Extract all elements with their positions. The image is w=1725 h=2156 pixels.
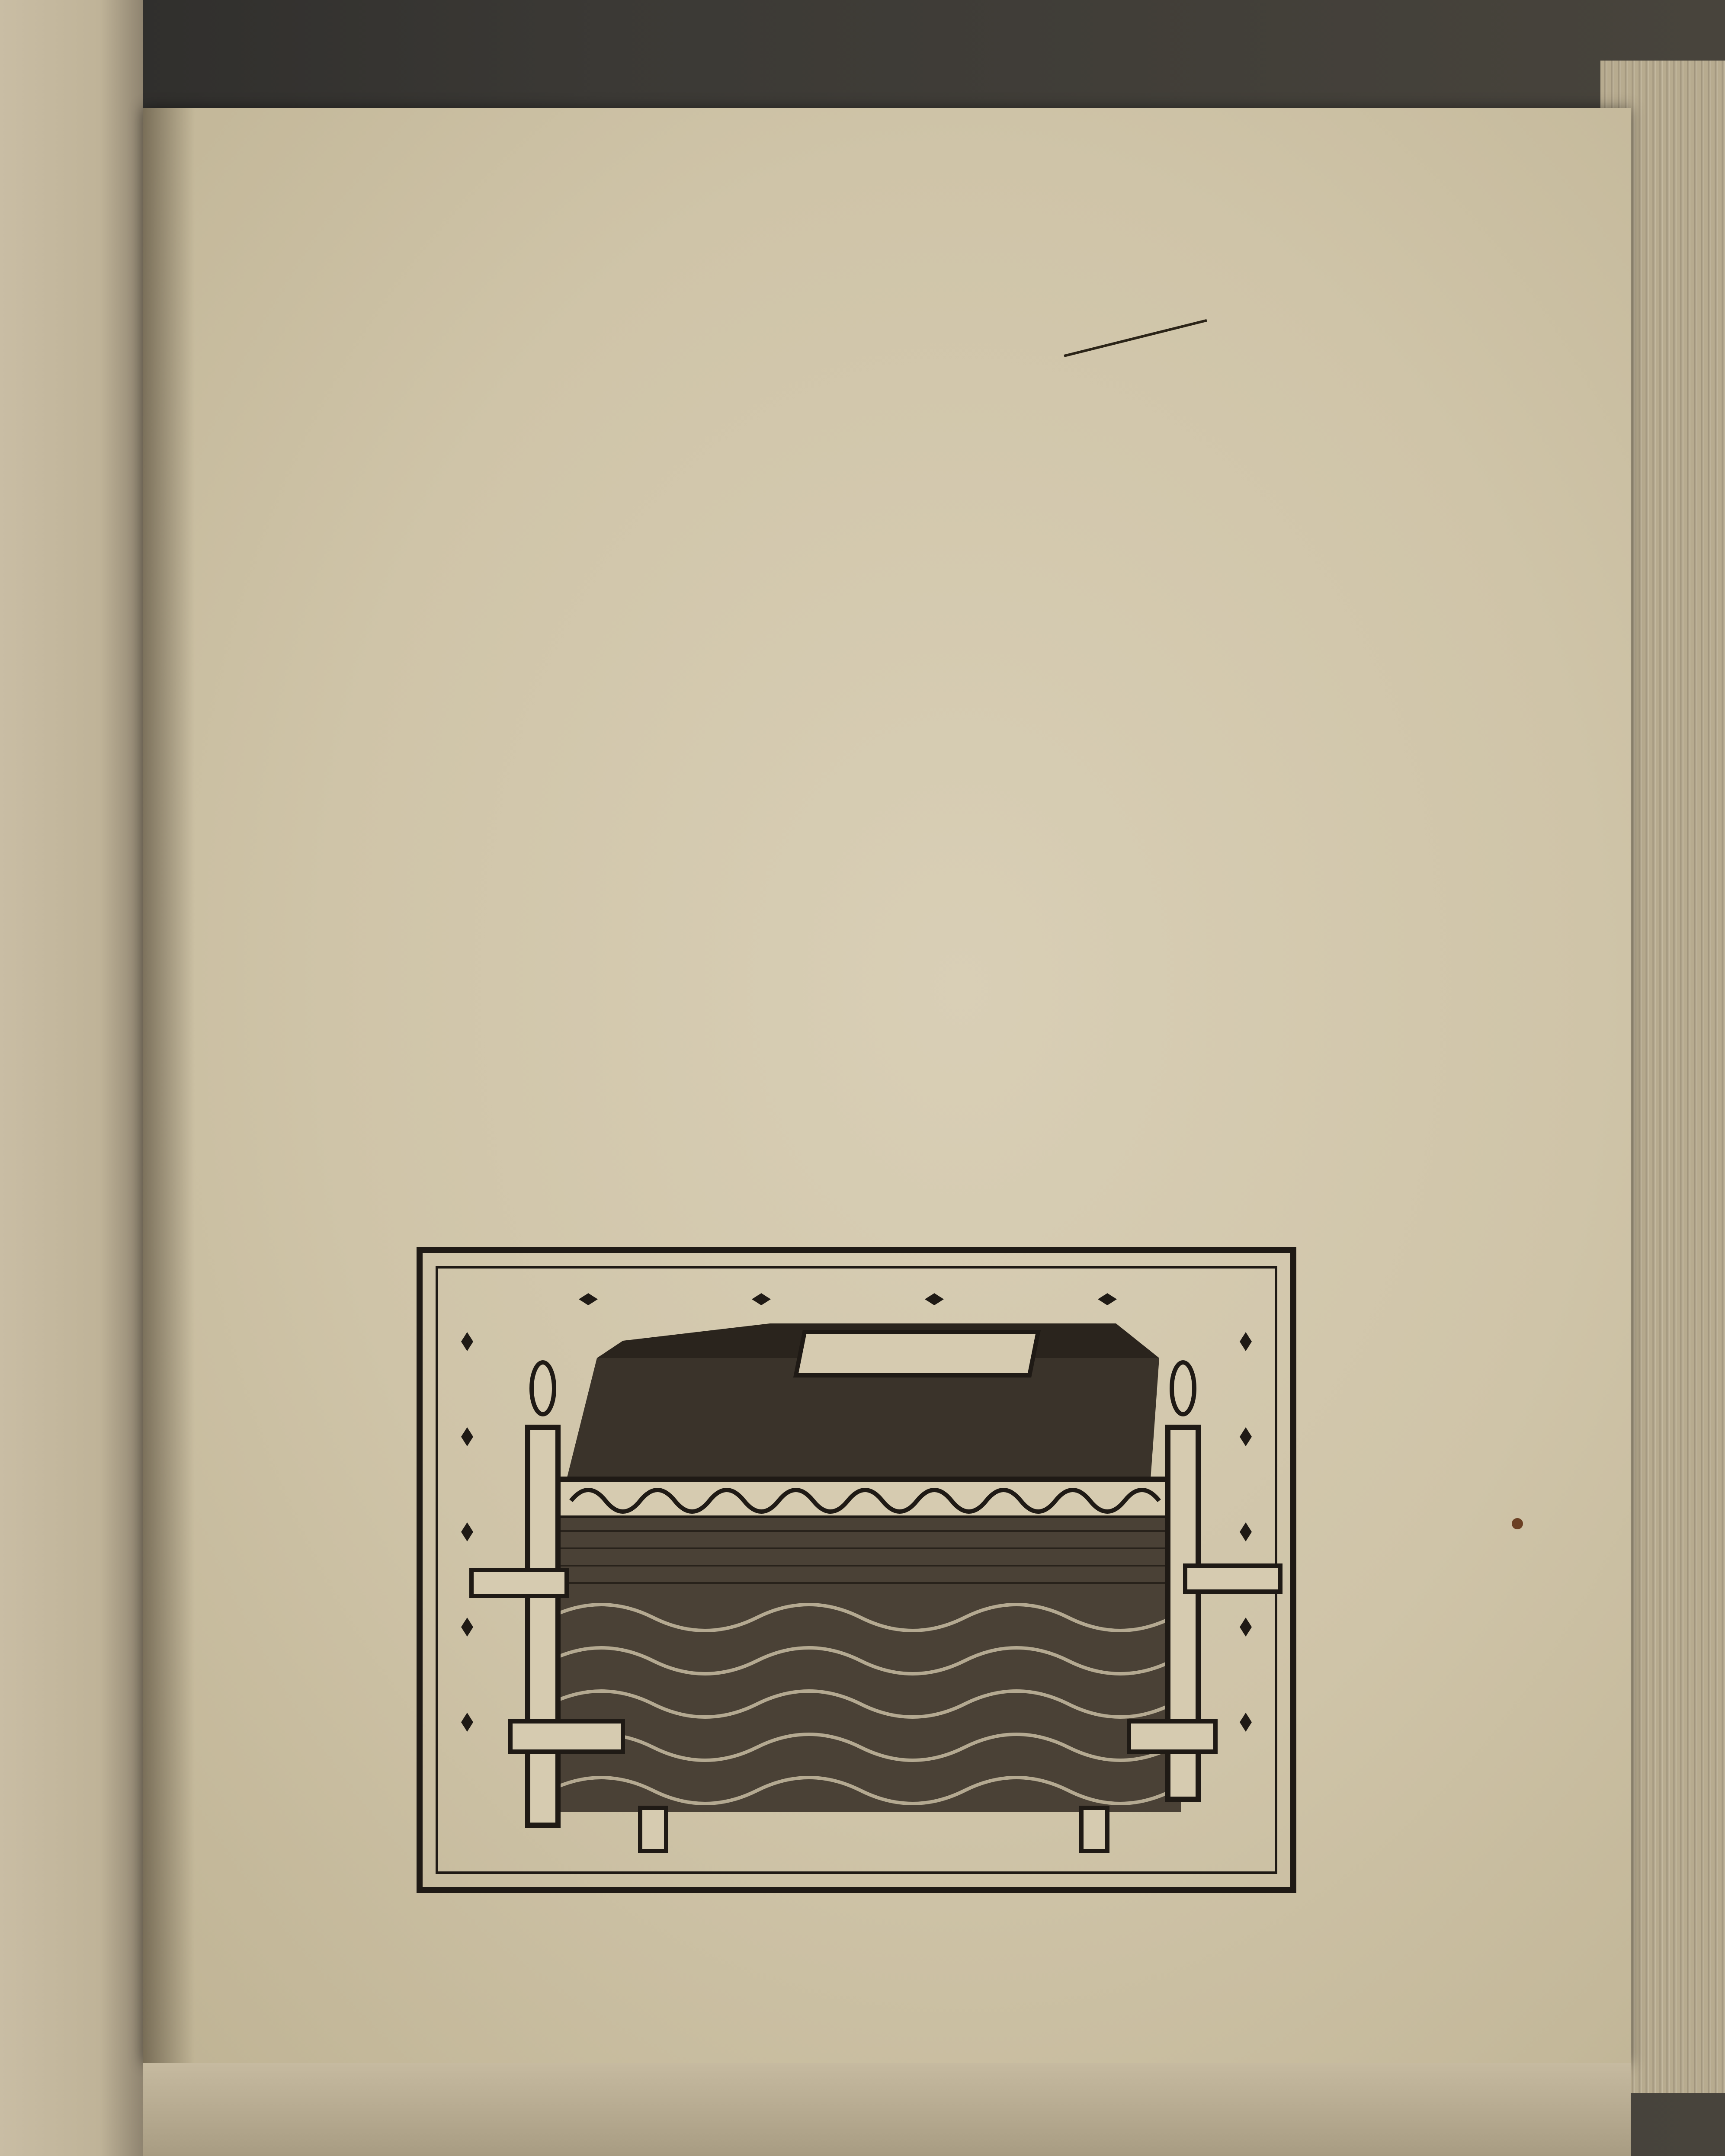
fleuron-row-bottom	[214, 2002, 1486, 2067]
chain-column-left	[294, 234, 363, 1998]
fleuron-column-right	[1408, 234, 1486, 2007]
ink-spot	[1512, 1518, 1523, 1529]
fleuron-column-left	[214, 234, 292, 2007]
chain-column-right	[1341, 234, 1410, 1998]
fleuron-row-top	[214, 167, 1486, 240]
woodcut-illustration	[415, 1246, 1298, 1894]
gutter-shadow	[143, 108, 195, 2063]
lower-page-edge	[143, 2063, 1631, 2156]
chain-row-top	[372, 234, 1341, 320]
facing-page	[0, 0, 143, 2156]
